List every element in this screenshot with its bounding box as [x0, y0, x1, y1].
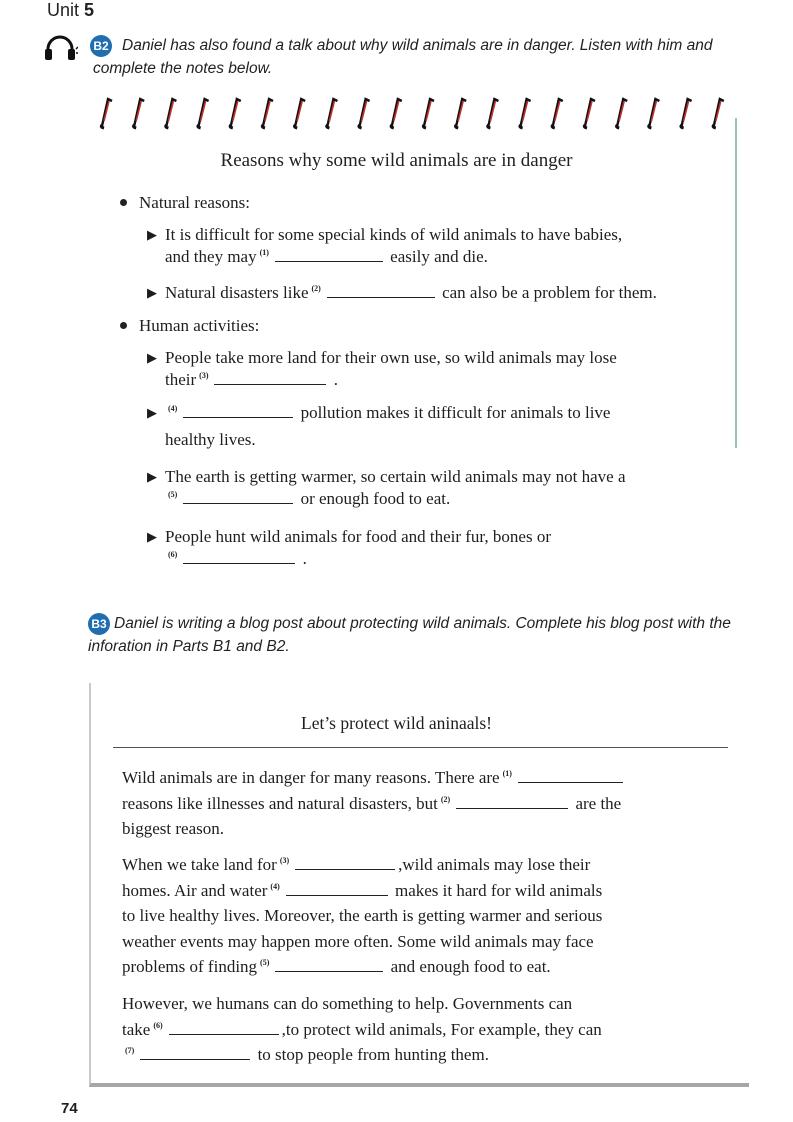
spiral-ring — [649, 99, 660, 128]
human-activities-label: Human activities: — [139, 316, 260, 335]
blog-p2-text-c: homes. Air and water — [122, 880, 268, 900]
note-4-text-b: healthy lives. — [165, 430, 256, 449]
note-6-text-c: . — [302, 549, 307, 568]
blog-blank-number-3: (3) — [279, 856, 290, 866]
note-5-text-c: or enough food to eat. — [300, 489, 451, 508]
blog-p2-text-e: to live healthy lives. Moreover, the earth is getting warmer and serious — [122, 906, 603, 925]
natural-reasons-heading — [120, 193, 250, 213]
spiral-ring — [713, 99, 724, 128]
unit-label: Unit — [47, 0, 80, 20]
blog-blank-number-6: (6) — [153, 1020, 163, 1030]
blog-blank-4[interactable] — [286, 882, 388, 896]
spiral-ring — [520, 99, 531, 128]
natural-reasons-label: Natural reasons: — [139, 193, 250, 212]
note-item-5 — [147, 466, 727, 510]
blog-p1-text-c: are the — [575, 793, 622, 813]
human-activities-heading — [120, 316, 259, 336]
blog-p3-text-d: to stop people from hunting them. — [257, 1045, 489, 1064]
blog-blank-7[interactable] — [140, 1046, 250, 1060]
note-blank-1[interactable] — [275, 248, 383, 262]
note-blank-2[interactable] — [327, 284, 435, 298]
arrow-icon: ▶ — [147, 350, 157, 365]
note-blank-5[interactable] — [183, 490, 293, 504]
arrow-icon: ▶ — [147, 469, 157, 484]
bullet-dot — [120, 199, 127, 206]
blog-title: Let’s protect wild aninaals! — [301, 713, 492, 733]
note-6-text-a: People hunt wild animals for food and their fur, bones or — [165, 527, 551, 546]
b3-instruction: Daniel is writing a blog post about protecting wild animals. Complete his blog post with the inforation in Parts B1 and B2. — [88, 615, 731, 655]
blog-p2-text-h: and enough food to eat. — [390, 957, 551, 976]
spiral-ring — [230, 99, 241, 128]
blog-blank-number-7: (7) — [125, 1046, 135, 1056]
note-item-6 — [147, 526, 727, 570]
note-5-text-a: The earth is getting warmer, so certain wild animals may not have a — [165, 467, 626, 486]
arrow-icon: ▶ — [147, 285, 157, 300]
spiral-ring — [134, 99, 145, 128]
b2-instruction: Daniel has also found a talk about why wild animals are in danger. Listen with him and complete the notes below. — [93, 37, 713, 77]
spiral-ring — [359, 99, 370, 128]
task-badge-b2: B2 — [90, 35, 112, 57]
headphones-icon[interactable] — [44, 35, 78, 61]
spiral-ring — [295, 99, 306, 128]
unit-number: 5 — [84, 0, 95, 20]
note-blank-3[interactable] — [214, 371, 326, 385]
blog-p1-text-b: reasons like illnesses and natural disasters, but — [122, 793, 438, 813]
blank-number-2: (2) — [311, 284, 321, 294]
spiral-ring — [391, 99, 402, 128]
note-blank-6[interactable] — [183, 550, 295, 564]
note-1-text-a: It is difficult for some special kinds of wild animals to have babies, — [165, 225, 623, 244]
blog-title-divider — [113, 747, 728, 748]
bullet-dot — [120, 322, 127, 329]
blog-p2-text-a: When we take land for — [122, 855, 277, 874]
arrow-icon: ▶ — [147, 529, 157, 544]
note-3-text-b: their — [165, 370, 197, 389]
blank-number-6: (6) — [168, 550, 178, 560]
blog-paragraph-1 — [122, 765, 722, 842]
spiral-ring — [617, 99, 628, 128]
arrow-icon: ▶ — [147, 405, 157, 420]
blog-paragraph-2 — [122, 852, 722, 980]
blog-paragraph-3 — [122, 991, 722, 1068]
blog-p3-text-b: take — [122, 1019, 151, 1039]
spiral-ring — [681, 99, 692, 128]
blog-p2-text-f: weather events may happen more often. Some wild animals may face — [122, 931, 594, 951]
spiral-ring — [552, 99, 563, 128]
blank-number-3: (3) — [199, 371, 209, 381]
note-item-2 — [147, 282, 727, 304]
blog-blank-number-4: (4) — [270, 881, 280, 891]
blog-blank-number-2: (2) — [440, 794, 451, 804]
blog-p2-text-g: problems of finding — [122, 957, 258, 976]
blog-blank-5[interactable] — [275, 958, 383, 972]
blog-blank-number-1: (1) — [502, 769, 512, 779]
blog-p3-text-a: However, we humans can do something to help. Governments can — [122, 994, 573, 1013]
note-item-4 — [147, 402, 727, 451]
spiral-ring — [198, 99, 209, 128]
spiral-ring — [166, 99, 177, 128]
spiral-ring — [262, 99, 273, 128]
task-badge-b3: B3 — [88, 613, 110, 635]
blog-blank-3[interactable] — [295, 856, 395, 870]
blog-blank-1[interactable] — [518, 769, 623, 783]
spiral-ring — [584, 99, 595, 128]
page-number: 74 — [61, 1100, 78, 1117]
spiral-ring — [456, 99, 467, 128]
blank-number-4: (4) — [168, 404, 178, 414]
spiral-ring — [488, 99, 499, 128]
spiral-ring — [327, 99, 338, 128]
note-2-text-c: can also be a problem for them. — [442, 283, 657, 302]
spiral-binding-icon — [96, 95, 746, 131]
note-blank-4[interactable] — [183, 404, 293, 418]
blog-p2-text-b: ,wild animals may lose their — [398, 855, 591, 874]
blog-blank-number-5: (5) — [260, 958, 270, 968]
blog-p2-text-d: makes it hard for wild animals — [394, 880, 603, 900]
note-3-text-a: People take more land for their own use, so wild animals may lose — [165, 348, 617, 367]
blank-number-5: (5) — [168, 490, 178, 500]
unit-header — [47, 0, 94, 21]
spiral-ring — [101, 99, 112, 128]
note-4-text-a: pollution makes it difficult for animals to live — [300, 403, 611, 422]
blog-p1-text-d: biggest reason. — [122, 819, 224, 838]
spiral-ring — [423, 99, 434, 128]
blank-number-1: (1) — [259, 248, 269, 258]
blog-blank-2[interactable] — [456, 795, 568, 809]
blog-p1-text-a: Wild animals are in danger for many reasons. There are — [122, 768, 500, 787]
note-1-text-c: easily and die. — [390, 247, 488, 266]
note-item-3 — [147, 347, 727, 391]
note-1-text-b: and they may — [165, 247, 257, 266]
note-3-text-c: . — [333, 370, 338, 389]
note-2-text-a: Natural disasters like — [165, 283, 309, 302]
note-item-1 — [147, 224, 727, 268]
notes-title: Reasons why some wild animals are in danger — [220, 150, 573, 171]
blog-blank-6[interactable] — [169, 1021, 279, 1035]
blog-p3-text-c: ,to protect wild animals, For example, they can — [281, 1019, 602, 1039]
arrow-icon: ▶ — [147, 227, 157, 242]
